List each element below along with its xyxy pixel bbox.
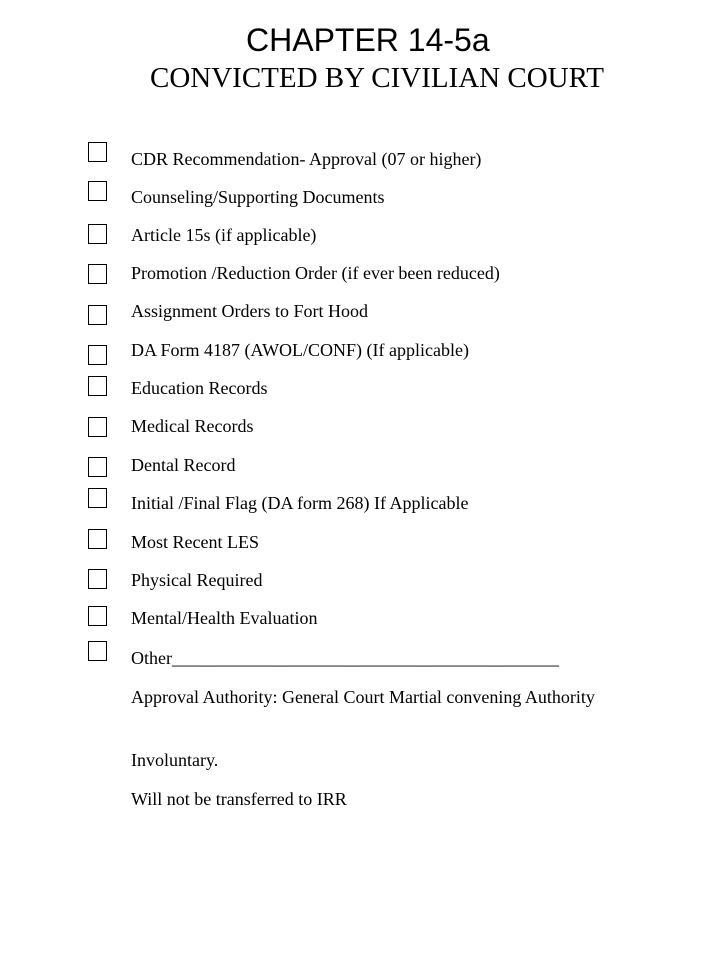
checkbox-1[interactable] (88, 142, 107, 162)
checklist-item: CDR Recommendation- Approval (07 or higher) (131, 149, 482, 169)
checklist-item: Dental Record (131, 455, 236, 475)
page-subtitle: CONVICTED BY CIVILIAN COURT (150, 62, 604, 94)
checklist-item: Most Recent LES (131, 532, 259, 552)
checklist-item: Mental/Health Evaluation (131, 608, 318, 628)
checkbox-5[interactable] (88, 305, 107, 325)
checklist-item: Medical Records (131, 416, 254, 436)
checklist-item: Article 15s (if applicable) (131, 225, 317, 245)
checkbox-7[interactable] (88, 376, 107, 396)
irr-note: Will not be transferred to IRR (131, 789, 347, 809)
page-title: CHAPTER 14-5a (246, 22, 490, 58)
checkbox-4[interactable] (88, 264, 107, 284)
checklist-item: DA Form 4187 (AWOL/CONF) (If applicable) (131, 340, 469, 360)
checkbox-10[interactable] (88, 488, 107, 508)
separation-type-note: Involuntary. (131, 750, 219, 770)
checkbox-8[interactable] (88, 417, 107, 437)
checkbox-14[interactable] (88, 641, 107, 661)
checkbox-13[interactable] (88, 606, 107, 626)
checkbox-11[interactable] (88, 529, 107, 549)
checkbox-3[interactable] (88, 224, 107, 244)
checklist-item: Initial /Final Flag (DA form 268) If Applicable (131, 493, 469, 513)
checklist-item: Promotion /Reduction Order (if ever been reduced) (131, 263, 500, 283)
checklist-item-other: Other___________________________________________ (131, 648, 559, 668)
checkbox-2[interactable] (88, 181, 107, 201)
checklist-item: Assignment Orders to Fort Hood (131, 301, 368, 321)
checklist-item: Counseling/Supporting Documents (131, 187, 385, 207)
approval-authority-note: Approval Authority: General Court Martial convening Authority (131, 687, 595, 707)
checkbox-9[interactable] (88, 457, 107, 477)
checklist-item: Physical Required (131, 570, 263, 590)
checkbox-6[interactable] (88, 345, 107, 365)
checkbox-12[interactable] (88, 569, 107, 589)
checklist-item: Education Records (131, 378, 268, 398)
